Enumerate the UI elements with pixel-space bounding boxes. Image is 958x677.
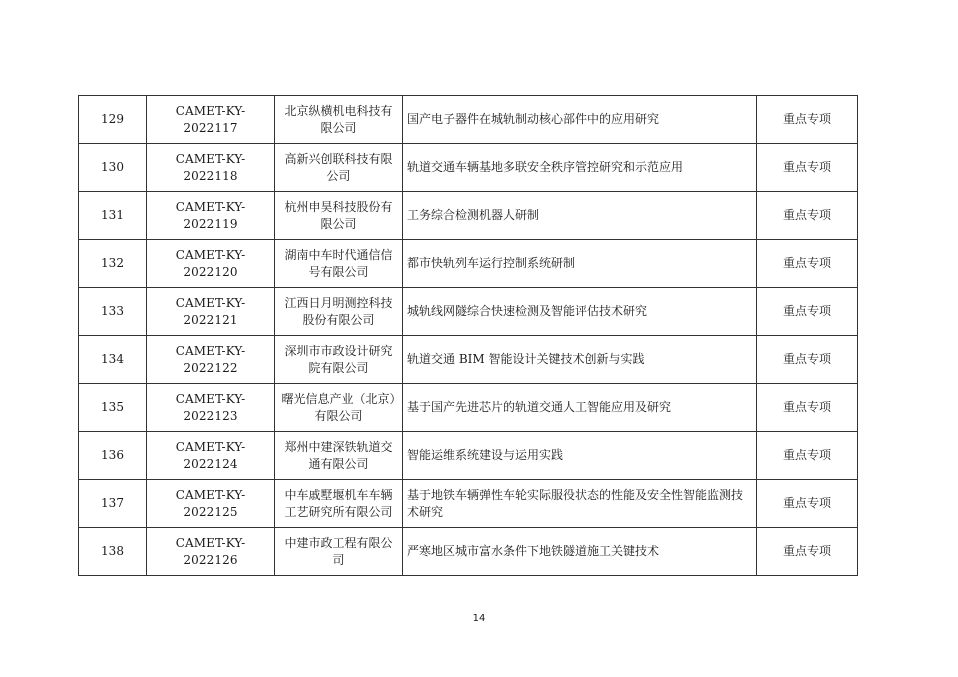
row-number: 137 <box>79 480 147 528</box>
organization-name: 北京纵横机电科技有限公司 <box>275 96 403 144</box>
project-title: 工务综合检测机器人研制 <box>403 192 757 240</box>
project-title: 国产电子器件在城轨制动核心部件中的应用研究 <box>403 96 757 144</box>
project-type: 重点专项 <box>757 144 858 192</box>
project-code: CAMET-KY-2022122 <box>147 336 275 384</box>
table-row <box>79 384 858 432</box>
row-number: 134 <box>79 336 147 384</box>
project-type: 重点专项 <box>757 96 858 144</box>
row-number: 133 <box>79 288 147 336</box>
table-row <box>79 288 858 336</box>
project-title: 严寒地区城市富水条件下地铁隧道施工关键技术 <box>403 528 757 576</box>
project-title: 轨道交通车辆基地多联安全秩序管控研究和示范应用 <box>403 144 757 192</box>
project-title: 基于国产先进芯片的轨道交通人工智能应用及研究 <box>403 384 757 432</box>
organization-name: 郑州中建深铁轨道交通有限公司 <box>275 432 403 480</box>
project-code: CAMET-KY-2022123 <box>147 384 275 432</box>
project-type: 重点专项 <box>757 528 858 576</box>
project-title: 轨道交通 BIM 智能设计关键技术创新与实践 <box>403 336 757 384</box>
row-number: 132 <box>79 240 147 288</box>
row-number: 131 <box>79 192 147 240</box>
project-code: CAMET-KY-2022117 <box>147 96 275 144</box>
project-title: 智能运维系统建设与运用实践 <box>403 432 757 480</box>
organization-name: 中建市政工程有限公司 <box>275 528 403 576</box>
project-code: CAMET-KY-2022118 <box>147 144 275 192</box>
project-code: CAMET-KY-2022119 <box>147 192 275 240</box>
table-row <box>79 432 858 480</box>
row-number: 130 <box>79 144 147 192</box>
row-number: 129 <box>79 96 147 144</box>
organization-name: 高新兴创联科技有限公司 <box>275 144 403 192</box>
project-code: CAMET-KY-2022124 <box>147 432 275 480</box>
table-row <box>79 336 858 384</box>
project-type: 重点专项 <box>757 336 858 384</box>
organization-name: 湖南中车时代通信信号有限公司 <box>275 240 403 288</box>
project-code: CAMET-KY-2022120 <box>147 240 275 288</box>
organization-name: 江西日月明测控科技股份有限公司 <box>275 288 403 336</box>
project-type: 重点专项 <box>757 288 858 336</box>
project-type: 重点专项 <box>757 240 858 288</box>
table-row <box>79 96 858 144</box>
project-type: 重点专项 <box>757 432 858 480</box>
page-number: 14 <box>472 613 486 624</box>
organization-name: 曙光信息产业（北京）有限公司 <box>275 384 403 432</box>
organization-name: 杭州申昊科技股份有限公司 <box>275 192 403 240</box>
project-title: 都市快轨列车运行控制系统研制 <box>403 240 757 288</box>
table-row <box>79 192 858 240</box>
project-code: CAMET-KY-2022121 <box>147 288 275 336</box>
organization-name: 中车戚墅堰机车车辆工艺研究所有限公司 <box>275 480 403 528</box>
table-row <box>79 240 858 288</box>
project-type: 重点专项 <box>757 192 858 240</box>
project-type: 重点专项 <box>757 480 858 528</box>
project-code: CAMET-KY-2022126 <box>147 528 275 576</box>
project-title: 城轨线网隧综合快速检测及智能评估技术研究 <box>403 288 757 336</box>
row-number: 138 <box>79 528 147 576</box>
table-row <box>79 144 858 192</box>
table-row <box>79 528 858 576</box>
organization-name: 深圳市市政设计研究院有限公司 <box>275 336 403 384</box>
row-number: 135 <box>79 384 147 432</box>
row-number: 136 <box>79 432 147 480</box>
project-code: CAMET-KY-2022125 <box>147 480 275 528</box>
project-title: 基于地铁车辆弹性车轮实际服役状态的性能及安全性智能监测技术研究 <box>403 480 757 528</box>
project-table <box>78 95 858 576</box>
table-row <box>79 480 858 528</box>
project-type: 重点专项 <box>757 384 858 432</box>
